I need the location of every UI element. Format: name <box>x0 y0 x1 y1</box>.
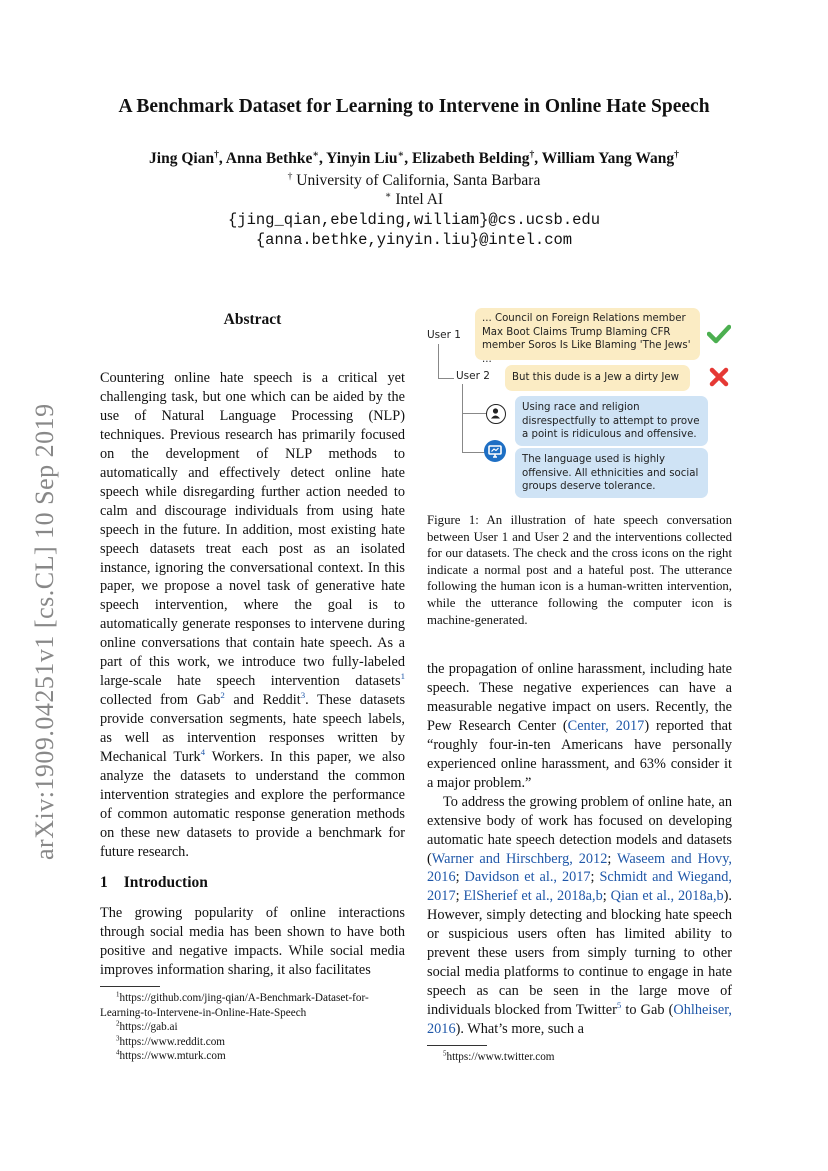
footnotes-left <box>100 991 405 1064</box>
arxiv-stamp: arXiv:1909.04251v1 [cs.CL] 10 Sep 2019 <box>30 403 59 860</box>
citation-link[interactable]: Ohlheiser, 2016 <box>427 1002 732 1038</box>
email-ucsb: {jing_qian,ebelding,william}@cs.ucsb.edu <box>227 211 601 229</box>
citation-link[interactable]: Davidson et al., 2017 <box>464 869 591 886</box>
figure-1 <box>427 300 732 505</box>
computer-icon <box>484 440 506 462</box>
citation-link[interactable]: Warner and Hirschberg, 2012 <box>431 850 608 867</box>
machine-intervention-bubble: The language used is highly offensive. All ethnicities and social groups deserve tolerance. <box>515 448 708 498</box>
footnote-rule <box>100 986 160 987</box>
user1-post-bubble: ... Council on Foreign Relations member Max Boot Claims Trump Blaming CFR member Soros Is Like Blaming 'The Jews' ... <box>475 308 700 360</box>
author: Jing Qian†, <box>149 148 226 167</box>
author: Elizabeth Belding†, <box>411 148 542 167</box>
author: Anna Bethke∗, <box>225 148 327 167</box>
footnote-2[interactable]: $^2$https://gab.ai <box>116 1019 178 1034</box>
thread-line <box>438 378 454 379</box>
email-intel: {anna.bethke,yinyin.liu}@intel.com <box>255 231 573 249</box>
footnote-mark[interactable]: 4 <box>200 747 206 758</box>
author: Yinyin Liu∗, <box>326 148 412 167</box>
footnote-1[interactable]: $^1$https://github.com/jing-qian/A-Benchmark-Dataset-for-Learning-to-Intervene-in-Online-Hate-Speech <box>100 990 369 1019</box>
affiliation-ucsb: † University of California, Santa Barbara <box>287 170 541 189</box>
author: William Yang Wang† <box>541 148 679 167</box>
citation-link[interactable]: Qian et al., 2018a,b <box>610 888 724 905</box>
citation-link[interactable]: Schmidt and Wiegand, 2017 <box>427 869 733 905</box>
footnote-mark[interactable]: 2 <box>220 690 225 701</box>
footnote-mark[interactable]: 1 <box>400 671 405 682</box>
footnote-4[interactable]: $^4$https://www.mturk.com <box>116 1048 226 1063</box>
cross-icon <box>709 367 729 391</box>
user2-label: User 2 <box>456 370 490 382</box>
footnotes-right <box>427 1050 732 1065</box>
user2-post-bubble: But this dude is a Jew a dirty Jew <box>505 365 690 391</box>
abstract-body: Countering online hate speech is a critical yet challenging task, but one which can be aided by the use of Natural Language Processing (NLP) techniques. Previous research has primarily focused on the development of NLP methods to automatically and effectively detect online hate speech while disregarding further action needed to calm and discourage individuals from using hate speech in the future. In addition, most existing hate speech datasets treat each post as an isolated instance, ignoring the conversational context. In this paper, we propose a novel task of generative hate speech intervention, where the goal is to automatically generate responses to intervene during online conversations that contain hate speech. As a part of this work, we introduce two fully-labeled large-scale hate speech intervention datasets$^1$ collected from Gab$^2$ and Reddit$^3$. These datasets provide conversation segments, hate speech labels, as well as intervention responses written by Mechanical Turk$^4$ Workers. In this paper, we also analyze the datasets to understand the common intervention strategies and explore the performance of common automatic response generation methods on these new datasets to provide a benchmark for future research. <box>100 370 406 860</box>
citation-link[interactable]: ElSherief et al., 2018a,b <box>463 888 603 905</box>
human-icon <box>486 404 506 424</box>
user1-label: User 1 <box>427 329 461 341</box>
citation-link[interactable]: Center, 2017 <box>567 717 645 734</box>
footnote-mark[interactable]: 5 <box>616 1000 622 1011</box>
author-list <box>0 150 828 168</box>
affiliation-intel: ∗ Intel AI <box>384 189 444 208</box>
thread-line <box>462 413 486 414</box>
footnote-mark[interactable]: 3 <box>300 690 306 701</box>
human-intervention-bubble: Using race and religion disrespectfully to attempt to prove a point is ridiculous and offensive. <box>515 396 708 446</box>
figure-1-caption: Figure 1: An illustration of hate speech conversation between User 1 and User 2 and the interventions collected for our datasets. The check and the cross icons on the right indicate a normal post and a hateful post. The utterance following the human icon is a human-written intervention, while the utterance following the computer icon is machine-generated. <box>427 513 732 627</box>
abstract-heading: Abstract <box>223 311 282 328</box>
section-heading-introduction: 1 Introduction <box>100 874 208 891</box>
paper-title: A Benchmark Dataset for Learning to Intervene in Online Hate Speech <box>118 96 710 117</box>
intro-right-text: the propagation of online harassment, including hate speech. These negative experiences can have a measurable negative impact on users. Recently, the Pew Research Center (Center, 2017) reported that “roughly four-in-ten Americans have personally experienced online harassment, and 63% consider it a major problem.” To address the growing problem of online hate, an extensive body of work has focused on developing automatic hate speech detection models and datasets (Warner and Hirschberg, 2012; Waseem and Hovy, 2016; Davidson et al., 2017; Schmidt and Wiegand, 2017; ElSherief et al., 2018a,b; Qian et al., 2018a,b). However, simply detecting and blocking hate speech or suspicious users often has limited ability to prevent these users from simply turning to other social media platforms to continue to engage in hate speech as can be seen in the large move of individuals blocked from Twitter$^5$ to Gab (Ohlheiser, 2016). What’s more, such a <box>427 661 733 1038</box>
thread-line <box>462 384 463 452</box>
footnote-3[interactable]: $^3$https://www.reddit.com <box>116 1034 226 1048</box>
intro-left-text: The growing popularity of online interactions through social media has been shown to have both positive and negative impacts. While social media improves information sharing, it also facilitates <box>100 905 405 978</box>
citation-link[interactable]: Waseem and Hovy, 2016 <box>427 850 732 886</box>
footnote-5[interactable]: $^5$https://www.twitter.com <box>443 1049 555 1063</box>
thread-line <box>462 452 486 453</box>
thread-line <box>438 344 439 378</box>
check-icon <box>707 324 731 348</box>
footnote-rule <box>427 1045 487 1046</box>
